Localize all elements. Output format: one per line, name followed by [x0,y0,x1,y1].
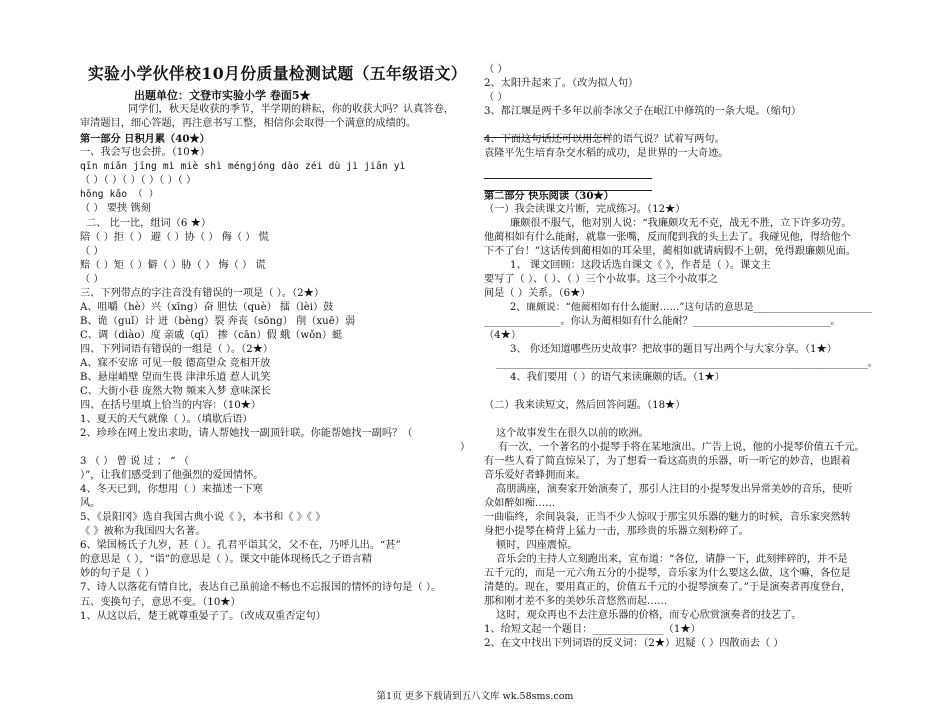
right-line: 1、给短文起一个题目：______________（1★） [484,624,701,635]
left-line: 风。 [80,498,101,509]
right-line: （ ） [484,64,508,75]
right-line: 音乐爱好者蜂拥而来。 [484,470,586,481]
left-line: 四、在括号里填上恰当的内容：（10★） [80,400,262,411]
left-line: C、大街小巷 庞然大物 频来入梦 意味深长 [80,386,271,397]
left-line: （ ） 要挟 镌刻 [80,203,151,214]
left-line: 1、夏天的天气就像（ ）。（填歇后语） [80,414,253,425]
left-line: A、寐不安席 可见一般 德高望众 竞相开放 [80,358,271,369]
right-line: 他蔺相如有什么能耐，就靠一张嘴，反而爬到我的头上去了。我碰见他，得给他个 [484,232,851,243]
left-line: 三、下列带点的字注音没有错误的一项是（ ）。（2★） [80,288,325,299]
right-line: 众如醉如痴…… [484,498,556,509]
right-line: 高朋满座，演奏家开始演奏了，那引人注目的小提琴发出异常美妙的音乐，使听 [496,484,853,495]
left-line: ）”，让我们感受到了他强烈的爱国情怀。 [80,470,264,481]
right-line: 有一次，一个著名的小提琴手将在某地演出。广告上说，他的小提琴价值五千元。 [498,442,865,453]
left-line: 4、冬天已到，你想用（ ）来描述一下寒 [80,484,263,495]
right-line: _________________________________________________________________________。 [496,358,879,369]
left-line: 《 》被称为我国四大名著。 [80,526,206,537]
right-line: 2、廉颇说：“他蔺相如有什么能耐……”这句话的意思是________________________ [510,302,873,313]
right-line: 2、太阳升起来了。（改为拟人句） [484,78,639,89]
right-line: 下不了台！”这话传到蔺相如的耳朵里，蔺相如就请病假不上朝，免得跟廉颇见面。 [484,246,856,257]
right-line: （4★） [484,330,522,341]
right-line: 音乐会的主持人立刻跑出来，宣布道：“各位，请静一下，此刻摔碎的，并不是 [496,554,848,565]
left-line: （ ） [80,274,104,285]
right-line: 袁隆平先生培育杂交水稻的成功，是世界的一大奇迹。 [484,148,729,159]
left-line: 二、 比一比，组词（6 ★） [86,218,212,229]
left-line: qīn miǎn jīng mì miè shì méngjóng dào zéi dù jì jiān yì [80,161,406,172]
left-line: 的意思是（ ），“诣”的意思是（ ）。课文中能体现杨氏之子语言精 [80,554,372,565]
left-line: 第一部分 日积月累（40★） [80,133,210,145]
right-line: 3、都江堰是两千多年以前李冰父子在岷江中修筑的一条大堤。（缩句） [484,106,802,117]
left-line: C、调（diào）度 亲戚（qī） 掺（cān）假 蛾（wǒn）蜓 [80,330,343,341]
left-line: 妙的句子是（ ） [80,568,155,579]
left-line: B、悬崖峭壁 望而生畏 津津乐道 惹人讥笑 [80,372,271,383]
right-line: （ ） [484,92,508,103]
right-line: 那和刚才差不多的美妙乐音悠然而起…… [484,596,668,607]
left-line: 四、下列词语有错误的一组是（ ）。（2★） [80,344,274,355]
answer-line-2 [484,178,652,179]
left-line: 五、变换句子，意思不变。（10★） [80,597,241,608]
left-line: 7、诗人以落花有情自比，表达自己虽前途不畅也不忘报国的情怀的诗句是（ ）。 [80,582,442,593]
right-line: 身把小提琴在椅背上猛力一击，那珍贵的乐器立刻粉碎了。 [484,526,749,537]
right-line: 2、在文中找出下列词语的反义词：（2★）迟疑（ ）四散而去（ ） [484,638,784,649]
right-line: 五千元的，而是一元六角五分的小提琴，音乐家为什么要这么做，这个嘛，各位是 [484,568,851,579]
right-line: 这个故事发生在很久以前的欧洲。 [496,428,649,439]
left-line: （ ）（ ）（ ）（ ）（ ）（ ） [80,175,197,186]
left-line: 出题单位：文登市实验小学 卷面5★ [134,89,311,102]
left-line: A、咀嚼（hè）兴（xīng）奋 胆怯（què） 擂（lèi）鼓 [80,302,334,313]
right-line: 清楚的。现在，要用真正的，价值五千元的小提琴演奏了。”于是演奏者再度登台， [484,582,851,593]
left-line: 实验小学伙伴校10月份质量检测试题（五年级语文） [88,64,467,83]
right-line: （一）我会读课文片断，完成练习。（12★） [484,204,686,215]
left-line: hōng kǎo （ ） [80,189,159,200]
left-line: （ ） [80,246,104,257]
right-line: 顿时，四座震惊。 [496,540,578,551]
right-line: 3、 你还知道哪些历史故事？把故事的题目写出两个与大家分享。（1★） [510,344,837,355]
right-line: _______________。你认为蔺相如有什么能耐？___________________________。 [484,316,841,327]
left-line: 赔（ ）矩（ ）僻（ ）胁（ ） 悔（ ） 谎 [80,260,266,271]
right-line: 一曲临终，余间袅袅，正当不少人惊叹于那宝贝乐器的魅力的时候，音乐家突然转 [484,512,851,523]
left-line: 5、《景阳冈》选自我国古典小说《 》，本书和《 》《 》 [80,512,326,523]
left-line: 2、珍珍在网上发出求助，请人帮她找一副顶针联。你能帮她找一副吗？（ [80,428,413,439]
right-line: 4、我们要用（ ）的语气来读廉颇的话。（1★） [510,372,725,383]
left-line: 审清题目，细心答题，再注意书写工整，相信你会取得一个满意的成绩的。 [80,118,417,129]
left-line: 1、从这以后，楚王就尊重晏子了。（改成双重否定句） [80,611,326,622]
right-line: 间是（ ）关系。（6★） [484,288,591,299]
left-line: 一、我会写也会拼。（10★） [80,147,211,158]
page-footer: 第1页 更多下载请到五八文库 wk.58sms.com [376,691,574,702]
left-line: B、诡（guǐ）计 迸（bèng）裂 奔丧（sōng） 削（xuē）弱 [80,316,356,327]
left-line: 3 （ ） 曾 说 过 ； “ （ [80,456,189,467]
left-line: 6、梁国杨氏子九岁，甚（ ）。孔君平诣其父，父不在，乃呼儿出。“甚” [80,540,401,551]
left-line: ） [460,442,471,453]
left-line: 陪（ ）拒（ ） 避（ ）协（ ） 侮（ ） 慌 [80,232,269,243]
right-line: 要写了（ ）、（ ）、（ ）三个小故事。这三个小故事之 [484,274,718,285]
right-line: 有一些人看了简直惊呆了，为了想看一看这高贵的乐器，听一听它的妙音，也跟着 [484,456,851,467]
right-line: （二）我来读短文，然后回答问题。（18★） [484,400,686,411]
right-line: 4、下面这句话还可以用怎样的语气说？试着写两句。 [484,134,725,145]
right-line: 这时，观众再也不去注意乐器的价格，而专心欣赏演奏者的技艺了。 [496,610,802,621]
right-line: 廉颇很不服气，他对别人说：“我廉颇攻无不克，战无不胜，立下许多功劳。 [510,218,852,229]
right-line: 1、 课文回顾：这段话选自课文《 》，作者是（ ）。课文主 [510,260,771,271]
right-line: 第二部分 快乐阅读（30★） [484,190,614,202]
left-line: 同学们，秋天是收获的季节，半学期的耕耘，你的收获大吗？认真答卷， [128,104,454,115]
